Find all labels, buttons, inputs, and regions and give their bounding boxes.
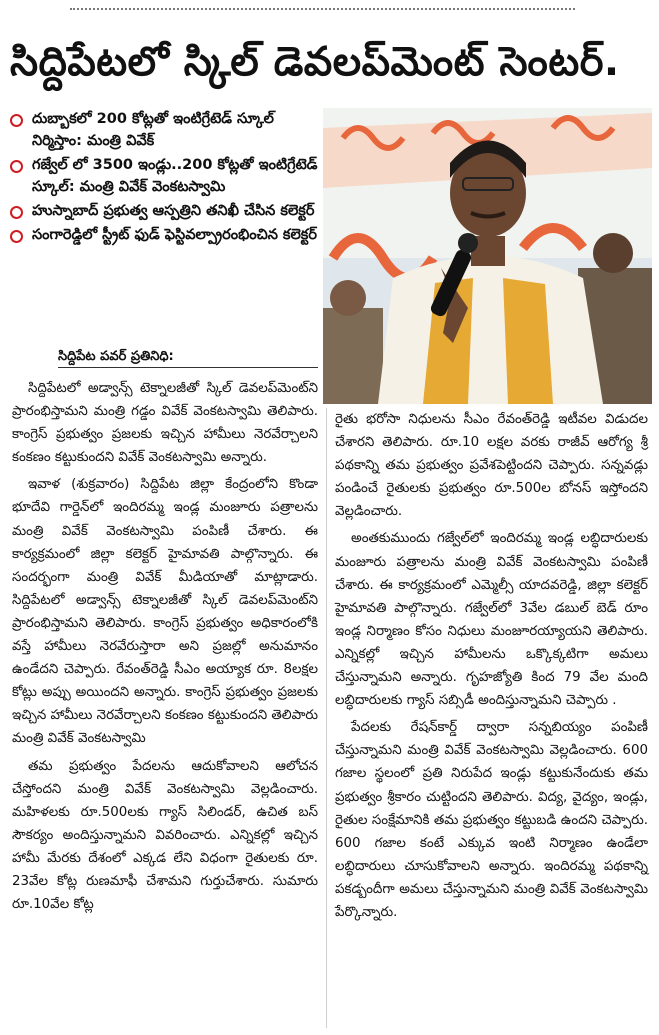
highlights-list — [8, 108, 318, 248]
article-paragraph: సిద్దిపేటలో అడ్వాన్స్ టెక్నాలజీతో స్కిల్ డెవలప్‌మెంట్‌ని ప్రారంభిస్తామని మంత్రి గడ్డం వివేక్ వెంకటస్వామి తెలిపారు. కాంగ్రెస్ ప్రభుత్వం ప్రజలకు ఇచ్చిన హామీలు నెరవేర్చాలని కంకణం కట్టుకుందని వివేక్ వెంకటస్వామి అన్నారు. — [12, 381, 318, 466]
bullet-circle-icon — [10, 206, 23, 219]
column-divider — [326, 408, 327, 1028]
bullet-circle-icon — [10, 230, 23, 243]
article-paragraph: ఇవాళ (శుక్రవారం) సిద్దిపేట జిల్లా కేంద్రంలోని కొండా భూదేవి గార్డెన్‌లో ఇందిరమ్మ ఇండ్ల మంజూరు పత్రాలను మంత్రి వివేక్ వెంకటస్వామి పంపిణీ చేశారు. ఈ కార్యక్రమంలో జిల్లా కలెక్టర్ హైమావతి పాల్గొన్నారు. ఈ సందర్భంగా మంత్రి వివేక్ మీడియాతో మాట్లాడారు. సిద్దిపేటలో అడ్వాన్స్ టెక్నాలజీతో స్కిల్ డెవలప్‌మెంట్‌ని ప్రారంభిస్తామని తెలిపారు. కాంగ్రెస్ ప్రభుత్వం అధికారంలోకి వస్తే హామీలు నెరవేరుస్తారా అని ప్రజల్లో అనుమానం ఉండేదని చెప్పారు. రేవంత్‌రెడ్డి సీఎం అయ్యాక రూ. 8లక్షల కోట్లు అప్పు అయిందని అన్నారు. కాంగ్రెస్ ప్రభుత్వం ప్రజలకు ఇచ్చిన హామీలు నెరవేర్చాలని కంకణం కట్టుకుందని తెలిపారు మంత్రి వివేక్ వెంకటస్వామి — [12, 477, 318, 747]
article-paragraph: పేదలకు రేషన్‌కార్డ్ ద్వారా సన్నబియ్యం పంపిణీ చేస్తున్నామని మంత్రి వివేక్ వెంకటస్వామి వెల్లడించారు. 600 గజాల స్థలంలో ప్రతి నిరుపేద ఇండ్లు కట్టుకునేందుకు తమ ప్రభుత్వం శ్రీకారం చుట్టిందని తెలిపారు. విద్య, వైద్యం, ఇండ్లు, రైతుల సంక్షేమానికి తమ ప్రభుత్వం కట్టుబడి ఉందని చెప్పారు. 600 గజాల కంటే ఎక్కువ ఇంటి నిర్మాణం ఉండేలా లబ్ధిదారులు చూసుకోవాలని అన్నారు. ఇందిరమ్మ పథకాన్ని పకడ్బందీగా అమలు చేస్తున్నామని మంత్రి వివేక్ వెంకటస్వామి పేర్కొన్నారు. — [335, 720, 648, 920]
article-column-right — [335, 408, 648, 928]
highlight-item — [8, 108, 318, 152]
article-paragraph: తమ ప్రభుత్వం పేదలను ఆదుకోవాలని ఆలోచన చేస్తోందని మంత్రి వివేక్ వెంకటస్వామి వెల్లడించారు. మహిళలకు రూ.500లకు గ్యాస్ సిలిండర్, ఉచిత బస్ సౌకర్యం అందిస్తున్నామని వివరించారు. ఎన్నికల్లో ఇచ్చిన హామీ మేరకు దేశంలో ఎక్కడ లేని విధంగా రైతులకు రూ. 23వేల కోట్ల రుణమాఫీ చేశామని గుర్తుచేశారు. సుమారు రూ.10వేల కోట్ల — [12, 758, 318, 913]
headline: సిద్దిపేటలో స్కిల్ డెవలప్‌మెంట్ సెంటర్. — [10, 39, 620, 85]
highlight-text: గజ్వేల్ లో 3500 ఇండ్లు..200 కోట్లతో ఇంటిగ్రేటెడ్ స్కూల్: మంత్రి వివేక్ వెంకటస్వామి — [32, 157, 318, 195]
highlight-item — [8, 154, 318, 198]
highlight-text: సంగారెడ్డిలో స్ట్రీట్ ఫుడ్ ఫెస్టివల్ప్రారంభించిన కలెక్టర్ — [32, 227, 317, 243]
minister-speaking-photo — [323, 108, 652, 404]
bullet-circle-icon — [10, 114, 23, 127]
highlight-item — [8, 200, 318, 222]
article-paragraph: రైతు భరోసా నిధులను సీఎం రేవంత్‌రెడ్డి ఇటీవల విడుదల చేశారని తెలిపారు. రూ.10 లక్షల వరకు రాజీవ్ ఆరోగ్య శ్రీ పథకాన్ని తమ ప్రభుత్వం ప్రవేశపెట్టిందని చెప్పారు. సన్నవడ్లు పండించే రైతులకు ప్రభుత్వం రూ.500ల బోనస్ ఇస్తోందని వెల్లడించారు. — [335, 412, 648, 520]
highlight-item — [8, 224, 318, 246]
highlight-text: హుస్నాబాద్ ప్రభుత్వ ఆస్పత్రిని తనిఖీ చేసిన కలెక్టర్ — [32, 203, 315, 219]
bullet-circle-icon — [10, 160, 23, 173]
article-column-left — [12, 377, 318, 920]
top-dotted-rule — [70, 8, 575, 10]
photo-illustration — [323, 108, 652, 404]
highlight-text: దుబ్బాకలో 200 కోట్లతో ఇంటిగ్రేటెడ్ స్కూల్ నిర్మిస్తాం: మంత్రి వివేక్ — [32, 111, 274, 149]
dateline: సిద్దిపేట పవర్ ప్రతినిధి: — [58, 348, 318, 368]
article-paragraph: అంతకుముందు గజ్వేల్‌లో ఇందిరమ్మ ఇండ్ల లబ్ధిదారులకు మంజూరు పత్రాలను మంత్రి వివేక్ వెంకటస్వామి పంపిణీ చేశారు. ఈ కార్యక్రమంలో ఎమ్మెల్సీ యాదవరెడ్డి, జిల్లా కలెక్టర్ హైమావతి పాల్గొన్నారు. గజ్వేల్‌లో 3వేల డబుల్ బెడ్ రూం ఇండ్ల నిర్మాణం కోసం నిధులు మంజూరయ్యాయని తెలిపారు. ఎన్నికల్లో ఇచ్చిన హామీలను ఒక్కొక్కటిగా అమలు చేస్తున్నామని అన్నారు. గృహజ్యోతి కింద 79 వేల మంది లబ్ధిదారులకు గ్యాస్ సబ్సిడీ అందిస్తున్నామని చెప్పారు . — [335, 531, 648, 709]
